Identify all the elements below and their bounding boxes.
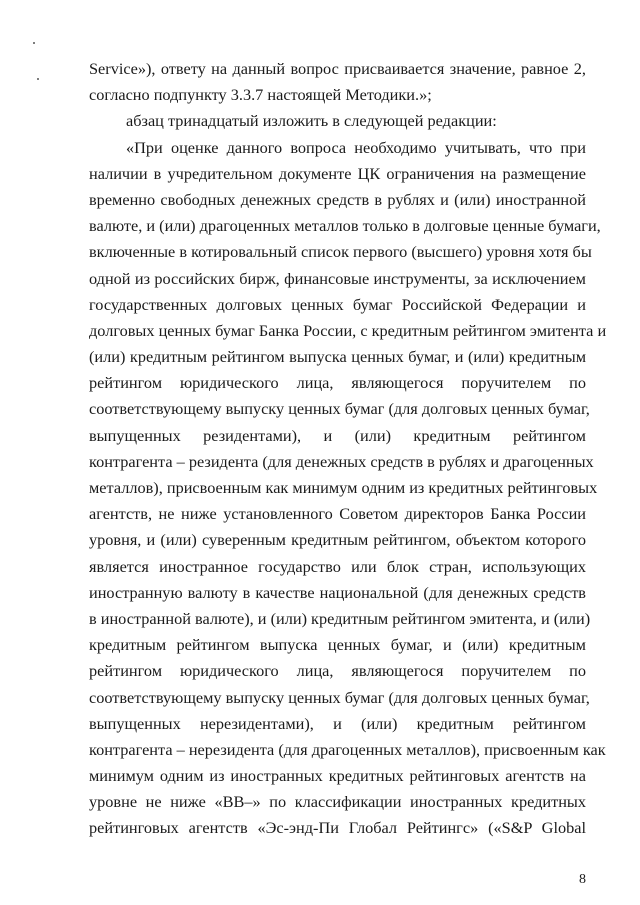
quoted-paragraph-line: контрагента – резидента (для денежных средств в рублях и драгоценных xyxy=(89,451,594,471)
quoted-paragraph-line: рейтинговых агентств «Эс-энд-Пи Глобал Рейтингс» («S&P Global xyxy=(89,818,586,838)
quoted-paragraph-line: рейтингом юридического лица, являющегося поручителем по xyxy=(89,661,586,681)
quoted-paragraph-line: включенные в котировальный список первого (высшего) уровня хотя бы xyxy=(89,242,592,262)
quoted-paragraph-line: агентств, не ниже установленного Советом директоров Банка России xyxy=(89,504,586,524)
quoted-paragraph-line: соответствующему выпуску ценных бумаг (для долговых ценных бумаг, xyxy=(89,687,590,707)
quoted-paragraph-line: валюте, и (или) драгоценных металлов только в долговые ценные бумаги, xyxy=(89,216,601,236)
quoted-paragraph-line: временно свободных денежных средств в рублях и (или) иностранной xyxy=(89,189,586,209)
quoted-paragraph-line: является иностранное государство или блок стран, использующих xyxy=(89,556,586,576)
quoted-paragraph-line: в иностранной валюте), и (или) кредитным рейтингом эмитента, и (или) xyxy=(89,608,591,628)
quoted-paragraph-line: уровне не ниже «ВВ–» по классификации иностранных кредитных xyxy=(89,792,586,812)
paragraph-continuation-line: Service»), ответу на данный вопрос присваивается значение, равное 2, xyxy=(89,59,586,78)
quoted-paragraph-line: металлов), присвоенным как минимум одним из кредитных рейтинговых xyxy=(89,478,598,497)
quoted-paragraph-line: иностранную валюту в качестве национальной (для денежных средств xyxy=(89,582,586,602)
quoted-paragraph-line: государственных долговых ценных бумаг Российской Федерации и xyxy=(89,294,586,314)
quoted-paragraph-line: уровня, и (или) суверенным кредитным рейтингом, объектом которого xyxy=(89,530,586,550)
paragraph-continuation-line: согласно подпункту 3.3.7 настоящей Методики.»; xyxy=(89,85,432,105)
quoted-paragraph-line: наличии в учредительном документе ЦК ограничения на размещение xyxy=(89,163,586,183)
instruction-paragraph-line: абзац тринадцатый изложить в следующей редакции: xyxy=(126,111,497,131)
page-number: 8 xyxy=(579,872,586,887)
scan-speck xyxy=(33,42,35,44)
scan-speck xyxy=(37,78,39,80)
quoted-paragraph-line: выпущенных резидентами), и (или) кредитным рейтингом xyxy=(89,425,586,445)
document-body xyxy=(89,56,607,842)
quoted-paragraph-line: минимум одним из иностранных кредитных рейтинговых агентств на xyxy=(89,766,586,786)
quoted-paragraph-line: выпущенных нерезидентами), и (или) кредитным рейтингом xyxy=(89,713,586,733)
quoted-paragraph-line: контрагента – нерезидента (для драгоценных металлов), присвоенным как xyxy=(89,739,606,759)
quoted-paragraph-line: кредитным рейтингом выпуска ценных бумаг, и (или) кредитным xyxy=(89,635,586,655)
quoted-paragraph-line: (или) кредитным рейтингом выпуска ценных бумаг, и (или) кредитным xyxy=(89,347,586,367)
quoted-paragraph-line: одной из российских бирж, финансовые инструменты, за исключением xyxy=(89,268,586,288)
quoted-paragraph-line: соответствующему выпуску ценных бумаг (для долговых ценных бумаг, xyxy=(89,399,590,419)
quoted-paragraph-line: рейтингом юридического лица, являющегося поручителем по xyxy=(89,373,586,393)
quoted-paragraph-line: «При оценке данного вопроса необходимо учитывать, что при xyxy=(126,137,586,157)
quoted-paragraph-line: долговых ценных бумаг Банка России, с кредитным рейтингом эмитента и xyxy=(89,320,607,340)
